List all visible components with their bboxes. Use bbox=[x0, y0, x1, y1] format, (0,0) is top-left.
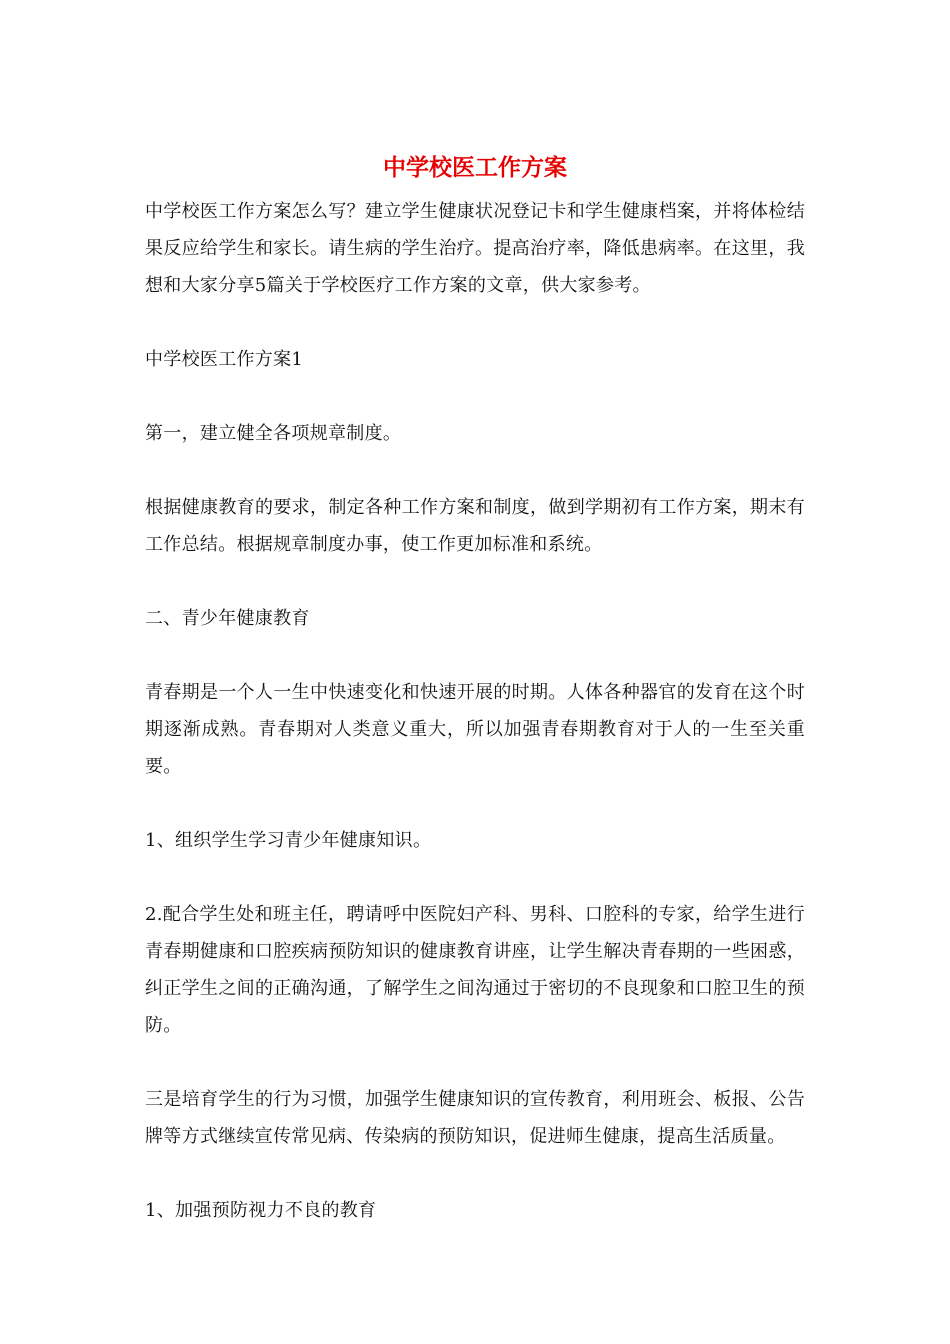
document-body bbox=[145, 193, 805, 1266]
body-paragraph: 青春期是一个人一生中快速变化和快速开展的时期。人体各种器官的发育在这个时期逐渐成熟。青春期对人类意义重大，所以加强青春期教育对于人的一生至关重要。 bbox=[145, 682, 805, 777]
body-paragraph: 根据健康教育的要求，制定各种工作方案和制度，做到学期初有工作方案，期末有工作总结。根据规章制度办事，使工作更加标准和系统。 bbox=[145, 497, 805, 555]
intro-paragraph: 中学校医工作方案怎么写？建立学生健康状况登记卡和学生健康档案，并将体检结果反应给学生和家长。请生病的学生治疗。提高治疗率，降低患病率。在这里，我想和大家分享5篇关于学校医疗工作方案的文章，供大家参考。 bbox=[145, 201, 805, 296]
section-heading-first: 第一，建立健全各项规章制度。 bbox=[145, 423, 402, 444]
document-title: 中学校医工作方案 bbox=[383, 154, 567, 181]
list-item: 1、组织学生学习青少年健康知识。 bbox=[145, 830, 432, 851]
body-paragraph: 三是培育学生的行为习惯，加强学生健康知识的宣传教育，利用班会、板报、公告牌等方式继续宣传常见病、传染病的预防知识，促进师生健康，提高生活质量。 bbox=[145, 1089, 805, 1147]
list-item: 1、加强预防视力不良的教育 bbox=[145, 1200, 377, 1221]
list-item: 2.配合学生处和班主任，聘请呼中医院妇产科、男科、口腔科的专家，给学生进行青春期健康和口腔疾病预防知识的健康教育讲座，让学生解决青春期的一些困惑，纠正学生之间的正确沟通，了解学生之间沟通过于密切的不良现象和口腔卫生的预防。 bbox=[145, 904, 805, 1036]
section-heading-second: 二、青少年健康教育 bbox=[145, 608, 310, 629]
section-heading-plan-1: 中学校医工作方案1 bbox=[145, 349, 304, 370]
